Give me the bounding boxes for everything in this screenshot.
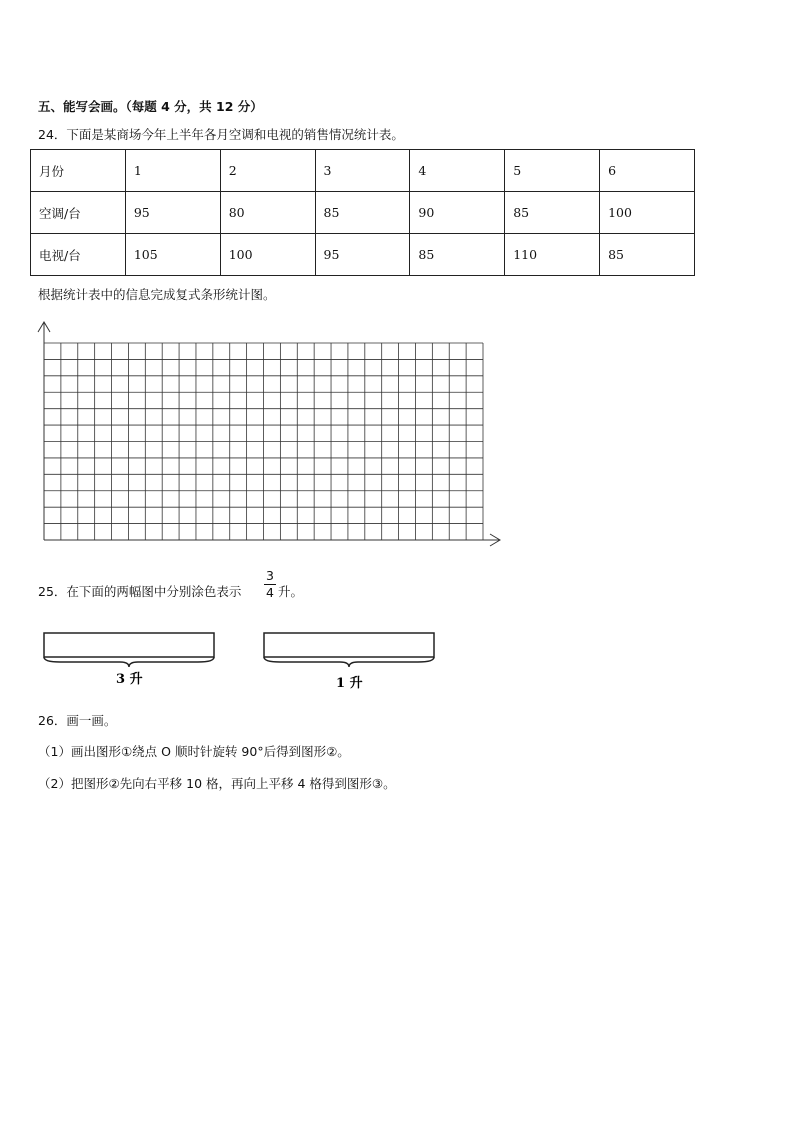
q25-prompt-after: 升。	[278, 584, 304, 599]
q25-prompt-before: 25．在下面的两幅图中分别涂色表示	[38, 584, 242, 599]
cup-left[interactable]	[44, 633, 214, 657]
table-cell: 85	[505, 192, 600, 234]
table-cell: 80	[220, 192, 315, 234]
table-cell: 电视/台	[31, 234, 126, 276]
table-cell: 100	[600, 192, 695, 234]
fraction-three-quarters	[264, 569, 276, 600]
table-cell: 3	[315, 150, 410, 192]
q25-prompt	[38, 582, 241, 600]
q26-prompt: 26．画一画。	[38, 713, 117, 728]
table-cell: 95	[315, 234, 410, 276]
fraction-denominator: 4	[266, 585, 274, 600]
table-cell: 月份	[31, 150, 126, 192]
table-cell: 100	[220, 234, 315, 276]
section-title: 五、能写会画。（每题 4 分，共 12 分）	[38, 99, 263, 114]
fraction-numerator: 3	[266, 568, 274, 583]
q24-prompt: 24．下面是某商场今年上半年各月空调和电视的销售情况统计表。	[38, 127, 404, 142]
table-cell: 90	[410, 192, 505, 234]
cup-left-label: 3 升	[116, 672, 143, 687]
table-cell: 85	[600, 234, 695, 276]
table-cell: 6	[600, 150, 695, 192]
table-cell: 85	[410, 234, 505, 276]
table-cell: 1	[125, 150, 220, 192]
q24-instruction: 根据统计表中的信息完成复式条形统计图。	[38, 287, 276, 302]
cup-right[interactable]	[264, 633, 434, 657]
q26-item-1: （1）画出图形①绕点 O 顺时针旋转 90°后得到图形②。	[38, 744, 350, 759]
table-cell: 2	[220, 150, 315, 192]
table-cell: 110	[505, 234, 600, 276]
table-cell: 4	[410, 150, 505, 192]
table-cell: 85	[315, 192, 410, 234]
q26-item-2: （2）把图形②先向右平移 10 格，再向上平移 4 格得到图形③。	[38, 776, 396, 791]
table-cell: 5	[505, 150, 600, 192]
grid-lines	[44, 343, 483, 540]
cup-right-brace	[264, 657, 434, 667]
table-cell: 105	[125, 234, 220, 276]
cup-left-brace	[44, 657, 214, 667]
table-cell: 95	[125, 192, 220, 234]
table-cell: 空调/台	[31, 192, 126, 234]
cup-right-label: 1 升	[336, 676, 363, 691]
